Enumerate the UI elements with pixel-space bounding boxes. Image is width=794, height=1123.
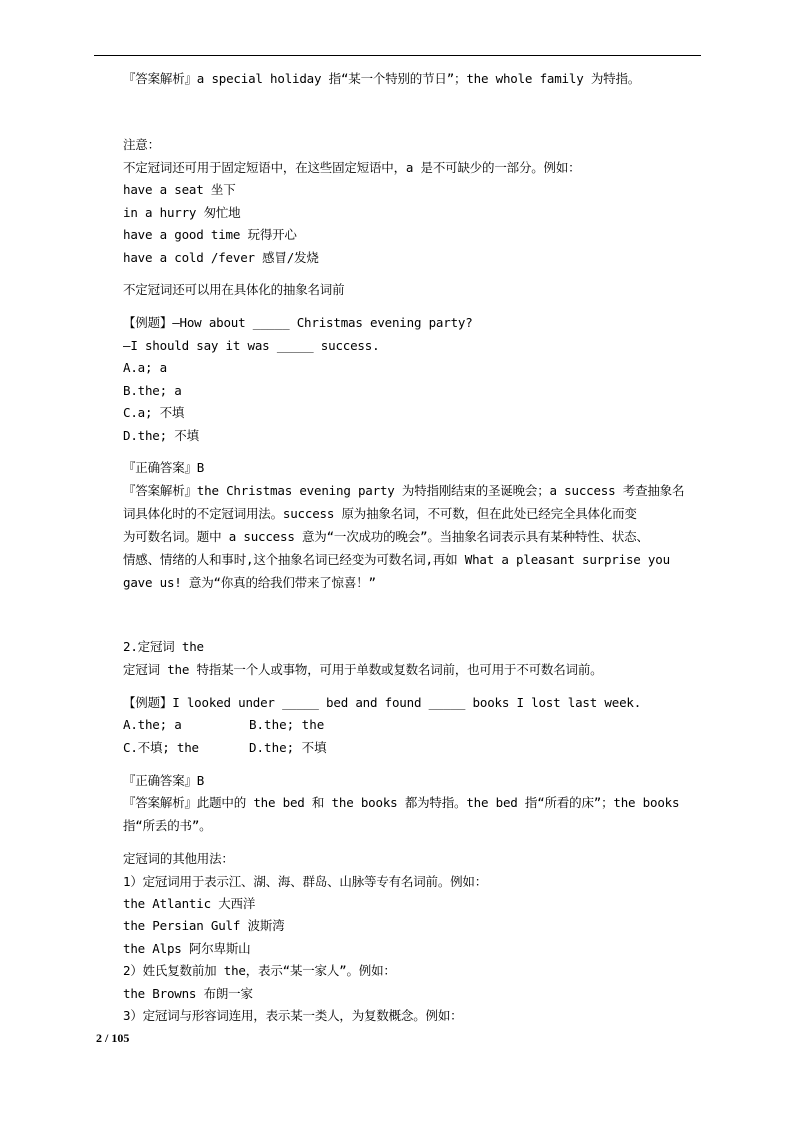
- text-line: 1）定冠词用于表示江、湖、海、群岛、山脉等专有名词前。例如：: [123, 874, 488, 889]
- text-line: A.the; a: [123, 717, 182, 732]
- text-line: 为可数名词。题中 a success 意为“一次成功的晚会”。当抽象名词表示具有某种特性、状态、: [123, 529, 649, 544]
- text-line: gave us! 意为“你真的给我们带来了惊喜！”: [123, 575, 376, 590]
- text-line: the Atlantic 大西洋: [123, 896, 256, 911]
- text-line: 指“所丢的书”。: [123, 818, 212, 833]
- text-line: 定冠词 the 特指某一个人或事物，可用于单数或复数名词前，也可用于不可数名词前。: [123, 662, 603, 677]
- text-line: 定冠词的其他用法：: [123, 851, 234, 866]
- text-line: have a good time 玩得开心: [123, 227, 297, 242]
- text-line: 注意：: [123, 137, 160, 152]
- page-number: 2 / 105: [96, 1031, 130, 1045]
- text-line: 不定冠词还可用于固定短语中，在这些固定短语中，a 是不可缺少的一部分。例如：: [123, 160, 581, 175]
- text-line: B.the; the: [249, 717, 325, 732]
- text-line: 不定冠词还可以用在具体化的抽象名词前: [123, 282, 345, 297]
- header-rule: [94, 55, 701, 56]
- text-line: D.the; 不填: [123, 428, 199, 443]
- text-line: 【例题】I looked under _____ bed and found _____ books I lost last week.: [123, 695, 642, 710]
- text-line: 『答案解析』the Christmas evening party 为特指刚结束的圣诞晚会；a success 考查抽象名: [123, 483, 685, 498]
- text-line: in a hurry 匆忙地: [123, 205, 241, 220]
- text-line: 【例题】—How about _____ Christmas evening party?: [123, 315, 473, 330]
- text-line: 『正确答案』B: [123, 773, 205, 788]
- text-line: have a seat 坐下: [123, 182, 236, 197]
- text-line: 词具体化时的不定冠词用法。success 原为抽象名词，不可数，但在此处已经完全具体化而变: [123, 506, 637, 521]
- text-line: C.a; 不填: [123, 405, 185, 420]
- text-line: D.the; 不填: [249, 740, 327, 755]
- text-line: have a cold /fever 感冒/发烧: [123, 250, 319, 265]
- text-line: 『答案解析』a special holiday 指“某一个特别的节日”；the whole family 为特指。: [123, 71, 641, 86]
- text-line: the Persian Gulf 波斯湾: [123, 918, 285, 933]
- text-line: 『答案解析』此题中的 the bed 和 the books 都为特指。the bed 指“所看的床”；the books: [123, 795, 680, 810]
- text-line: 『正确答案』B: [123, 460, 205, 475]
- text-line: C.不填; the: [123, 740, 199, 755]
- text-line: —I should say it was _____ success.: [123, 338, 380, 353]
- text-line: 3）定冠词与形容词连用，表示某一类人，为复数概念。例如：: [123, 1008, 463, 1023]
- text-line: B.the; a: [123, 383, 182, 398]
- text-line: the Browns 布朗一家: [123, 986, 253, 1001]
- text-line: 2.定冠词 the: [123, 639, 204, 654]
- text-line: A.a; a: [123, 360, 167, 375]
- text-line: the Alps 阿尔卑斯山: [123, 941, 251, 956]
- text-line: 情感、情绪的人和事时,这个抽象名词已经变为可数名词,再如 What a pleasant surprise you: [123, 552, 670, 567]
- text-line: 2）姓氏复数前加 the，表示“某一家人”。例如：: [123, 963, 396, 978]
